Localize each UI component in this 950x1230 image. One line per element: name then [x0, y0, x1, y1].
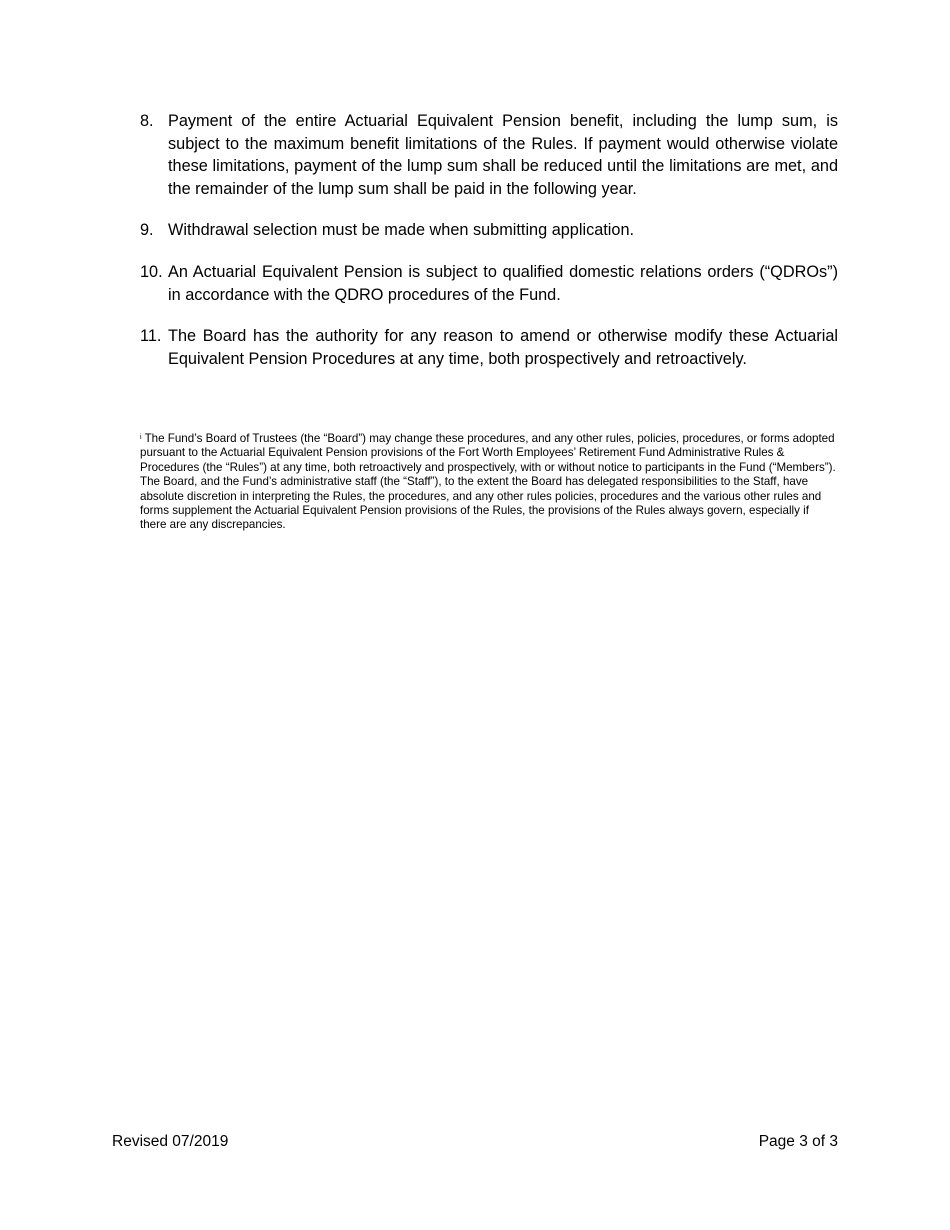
footnote [140, 432, 838, 533]
list-item-number: 9. [140, 221, 154, 240]
list-item [140, 110, 838, 200]
footnote-marker: i [140, 434, 142, 441]
list-item-text: The Board has the authority for any reason to amend or otherwise modify these Actuarial Equivalent Pension Procedures at any time, both prospectively and retroactively. [168, 327, 838, 368]
list-item [140, 325, 838, 370]
list-item [140, 261, 838, 306]
footnote-text: The Fund’s Board of Trustees (the “Board”) may change these procedures, and any other rules, policies, procedures, or forms adopted pursuant to the Actuarial Equivalent Pension provisions of the Fort Worth Employees’ Retirement Fund Administrative Rules & Procedures (the “Rules”) at any time, both retroactively and prospectively, with or without notice to participants in the Fund (“Members”). The Board, and the Fund’s administrative staff (the “Staff”), to the extent the Board has delegated responsibilities to the Staff, have absolute discretion in interpreting the Rules, the procedures, and any other rules policies, procedures and the various other rules and forms supplement the Actuarial Equivalent Pension provisions of the Rules, the provisions of the Rules always govern, especially if there are any discrepancies. [140, 432, 836, 532]
list-item-text: Withdrawal selection must be made when submitting application. [168, 221, 635, 240]
numbered-list [140, 110, 838, 389]
list-item-number: 8. [140, 112, 154, 130]
list-item-text: An Actuarial Equivalent Pension is subject to qualified domestic relations orders (“QDROs”) in accordance with the QDRO procedures of the Fund. [168, 262, 838, 304]
list-item-number: 10. [140, 262, 163, 281]
page-number: Page 3 of 3 [758, 1133, 838, 1150]
list-item-number: 11. [140, 327, 162, 346]
list-item [140, 219, 838, 242]
list-item-text: Payment of the entire Actuarial Equivalent Pension benefit, including the lump sum, is subject to the maximum benefit limitations of the Rules. If payment would otherwise violate these limitations, payment of the lump sum shall be reduced until the limitations are met, and the remainder of the lump sum shall be paid in the following year. [168, 112, 838, 198]
revision-date: Revised 07/2019 [112, 1133, 229, 1150]
